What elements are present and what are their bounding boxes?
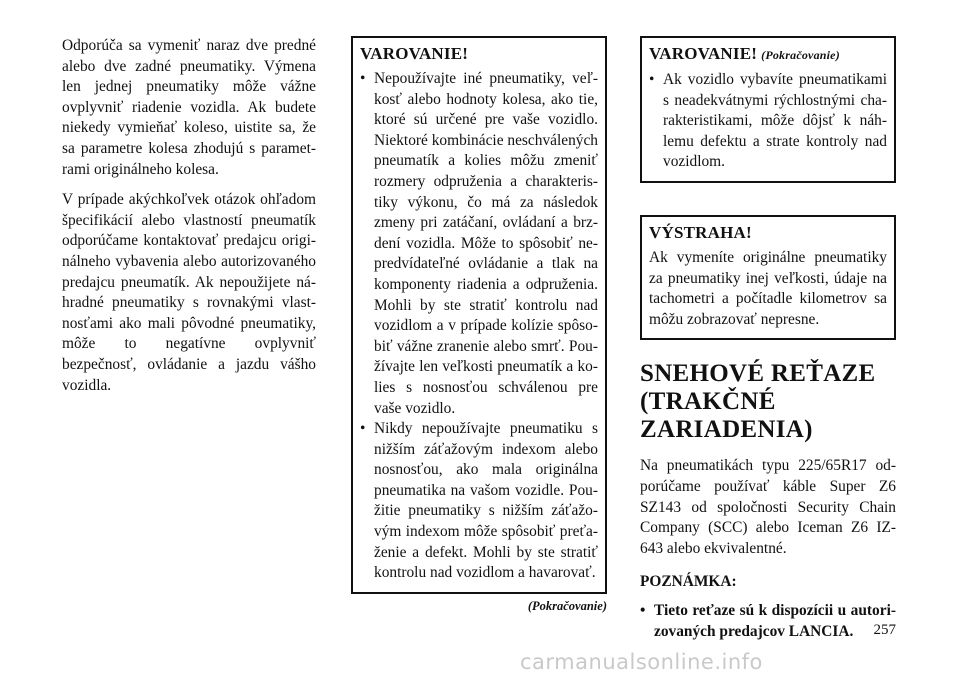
note-item-text: Tieto reťaze sú k dispozícii u autorizovaných predajcov LANCIA.: [654, 602, 896, 640]
section-heading-line: SNEHOVÉ REŤAZE: [640, 360, 876, 388]
note-label: POZNÁMKA:: [640, 573, 737, 591]
warning-list-continued: [649, 70, 887, 173]
continued-subtitle: (Pokračovanie): [761, 48, 840, 62]
caution-title: VÝSTRAHA!: [649, 222, 752, 242]
warning-item-text: Nikdy nepoužívajte pneumatiku s nižším záťažovým indexom alebo nosnosťou, ako mala originálna pneumatika na vašom vozidle. Použitie pneumatiky s nižším záťažovým indexom môže spôsobiť preťaženie a defekt. Mohli by ste stratiť kontrolu nad vozidlom a havarovať.: [374, 420, 598, 582]
note-item: [640, 601, 896, 642]
section-heading-line: (TRAKČNÉ: [640, 388, 776, 416]
bullet-icon: •: [649, 71, 655, 88]
caution-text: Ak vymeníte originálne pneumatiky za pneumatiky inej veľkosti, údaje na tachometri a počítadle kilometrov sa môžu zobrazovať nepresne.: [649, 248, 887, 328]
bullet-icon: •: [360, 420, 366, 438]
warning-item: [360, 69, 598, 419]
caution-box: [640, 215, 896, 340]
warning-box-continued: [640, 36, 896, 183]
section-heading-line: ZARIADENIA): [640, 416, 813, 444]
tire-questions-paragraph: V prípade akýchkoľvek otázok ohľadom špecifikácií alebo vlastností pneumatík odporúčame kontaktovať predajcu originálneho vybavenia alebo autorizovaného predajcu pneumatík. Ak nepoužijete náhradné pneumatiky s rovnakými vlastnosťami ako mali pôvodné pneumatiky, môže to negatívne ovplyvniť bezpečnosť, ovládanie a jazdu vášho vozidla.: [62, 191, 316, 394]
middle-column: [351, 36, 607, 614]
warning-title-text: VAROVANIE!: [649, 44, 758, 63]
continued-note: (Pokračovanie): [527, 598, 607, 613]
tire-replacement-paragraph: Odporúča sa vymeniť naraz dve predné alebo dve zadné pneumatiky. Výmena len jednej pneumatiky môže vážne ovplyvniť riadenie vozidla. Ak budete niekedy vymieňať koleso, uistite sa, že sa parametre kolesa zhodujú s parametrami originálneho kolesa.: [62, 37, 316, 178]
warning-list: [360, 69, 598, 584]
warning-item-text: Ak vozidlo vybavíte pneumatikami s neadekvátnymi rýchlostnými charakteristikami, môže dôjsť k náhlemu defektu a strate kontroly nad vozidlom.: [663, 71, 887, 171]
warning-title-continued: [649, 43, 887, 66]
bullet-icon: •: [640, 602, 646, 620]
watermark: carmanualsonline.info: [520, 650, 763, 674]
warning-item-text: Nepoužívajte iné pneumatiky, veľkosť alebo hodnoty kolesa, ako tie, ktoré sú určené pre vaše vozidlo. Niektoré kombinácie neschválených pneumatík a kolies môžu zmeniť rozmery odpruženia a charakteristiky výkonu, čo má za následok zmeny pri zatáčaní, ovládaní a brzdení vozidla. Môže to spôsobiť nepredvídateľné ovládanie a tlak na komponenty riadenia a odpruženia. Mohli by ste stratiť kontrolu nad vozidlom a v prípade kolízie spôsobiť vážne zranenie alebo smrť. Používajte len veľkosti pneumatík a kolies s nosnosťou schválenou pre vaše vozidlo.: [374, 70, 598, 417]
snow-chains-paragraph: Na pneumatikách typu 225/65R17 odporúčame používať káble Super Z6 SZ143 od spoločnosti Security Chain Company (SCC) alebo Iceman Z6 IZ-643 alebo ekvivalentné.: [640, 457, 896, 557]
page-number: 257: [873, 622, 896, 638]
warning-title: VAROVANIE!: [360, 44, 469, 63]
left-column: [62, 36, 316, 396]
section-heading: [640, 360, 896, 444]
note-list: [640, 601, 896, 642]
right-column: [640, 36, 896, 643]
warning-item: [360, 419, 598, 584]
warning-item: [649, 70, 887, 173]
bullet-icon: •: [360, 70, 366, 87]
warning-box: [351, 36, 607, 594]
